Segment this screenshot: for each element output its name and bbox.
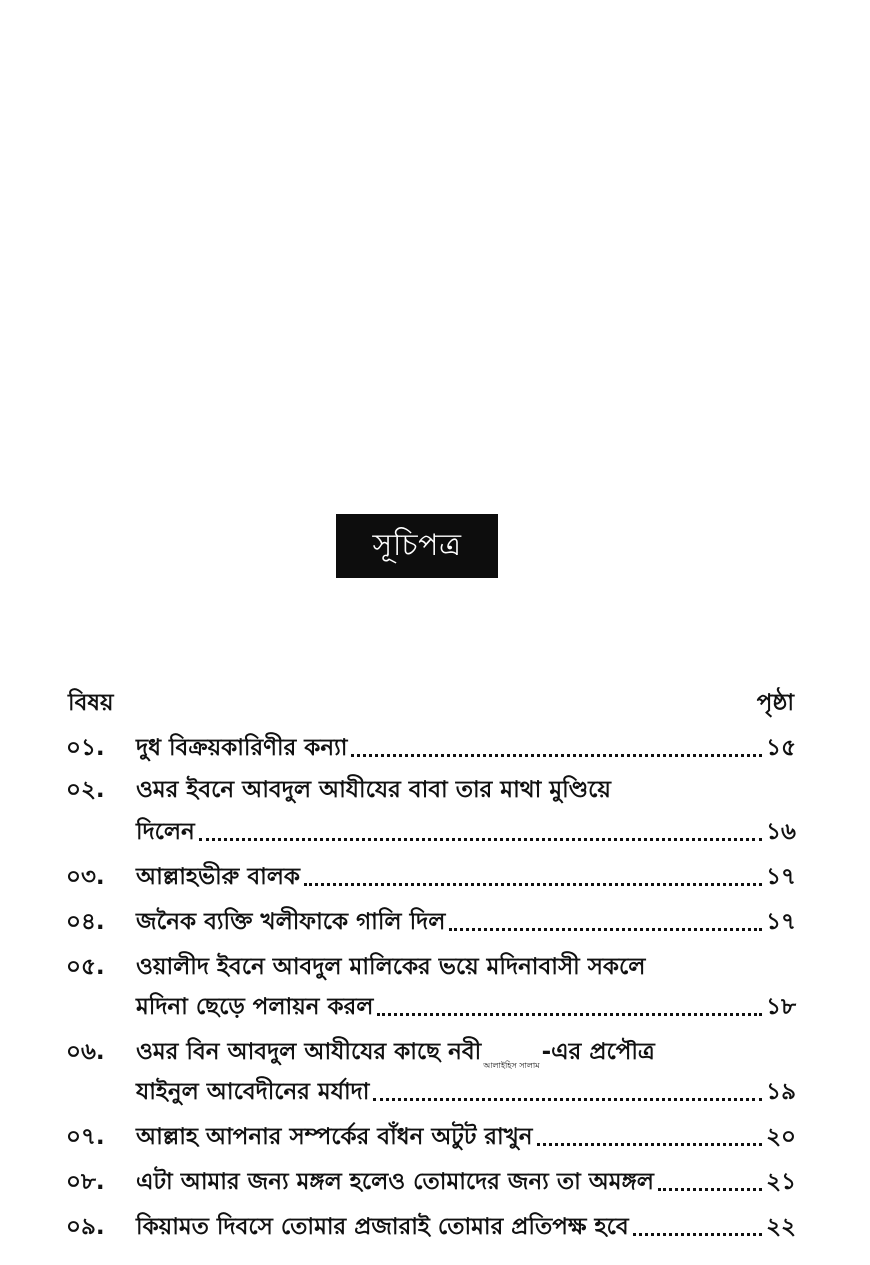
entry-title-continued: যাইনুল আবেদীনের মর্যাদা <box>136 1079 370 1105</box>
toc-entry[interactable] <box>66 949 796 1025</box>
entry-page-number: ২১ <box>766 1169 796 1195</box>
dot-leader <box>658 1188 762 1191</box>
toc-entry[interactable] <box>66 730 796 766</box>
entry-title: আল্লাহ আপনার সম্পর্কের বাঁধন অটুট রাখুন <box>136 1124 533 1150</box>
toc-entry[interactable] <box>66 1034 796 1110</box>
entry-number: ০১. <box>66 735 105 761</box>
toc-entry[interactable] <box>66 1164 796 1200</box>
entry-title-continued: মদিনা ছেড়ে পলায়ন করল <box>136 994 374 1020</box>
toc-entry[interactable] <box>66 772 796 850</box>
dot-leader <box>199 838 762 841</box>
toc-entry[interactable] <box>66 859 796 895</box>
entry-page-number: ২০ <box>766 1124 796 1150</box>
subject-column-header: বিষয় <box>68 690 114 716</box>
dot-leader <box>633 1233 762 1236</box>
dot-leader <box>377 1013 762 1016</box>
entry-number: ০২. <box>66 777 105 803</box>
entry-title: ওয়ালীদ ইবনে আবদুল মালিকের ভয়ে মদিনাবাসী সকলে <box>136 954 646 980</box>
dot-leader <box>537 1143 763 1146</box>
honorific-mark: আলাইহিস সালাম <box>483 1061 540 1070</box>
entry-page-number: ১৮ <box>766 994 796 1020</box>
entry-page-number: ১৭ <box>766 909 796 935</box>
entry-title: জনৈক ব্যক্তি খলীফাকে গালি দিল <box>136 909 446 935</box>
table-of-contents <box>66 730 796 1245</box>
entry-page-number: ১৯ <box>766 1079 796 1105</box>
toc-entry[interactable] <box>66 1119 796 1155</box>
title-banner <box>336 514 498 578</box>
entry-title: ওমর ইবনে আবদুল আযীযের বাবা তার মাথা মুণ্ডিয়ে <box>136 777 611 803</box>
entry-title-continued: দিলেন <box>136 819 195 845</box>
page-column-header: পৃষ্ঠা <box>756 690 794 716</box>
entry-title: ওমর বিন আবদুল আযীযের কাছে নবী <box>136 1039 482 1065</box>
toc-entry[interactable] <box>66 1209 796 1245</box>
entry-number: ০৭. <box>66 1124 105 1150</box>
dot-leader <box>351 754 762 757</box>
entry-page-number: ২২ <box>766 1214 796 1240</box>
entry-number: ০৮. <box>66 1169 105 1195</box>
entry-number: ০৩. <box>66 864 105 890</box>
entry-title: দুধ বিক্রয়কারিণীর কন্যা <box>136 735 348 761</box>
entry-page-number: ১৬ <box>766 819 796 845</box>
entry-title-suffix: -এর প্রপৌত্র <box>541 1039 655 1065</box>
page-title: সূচিপত্র <box>372 527 462 563</box>
entry-title: আল্লাহভীরু বালক <box>136 864 301 890</box>
dot-leader <box>373 1098 762 1101</box>
entry-number: ০৫. <box>66 954 105 980</box>
entry-title: কিয়ামত দিবসে তোমার প্রজারাই তোমার প্রতিপক্ষ হবে <box>136 1214 629 1240</box>
entry-number: ০৬. <box>66 1039 105 1065</box>
entry-page-number: ১৭ <box>766 864 796 890</box>
entry-title: এটা আমার জন্য মঙ্গল হলেও তোমাদের জন্য তা অমঙ্গল <box>136 1169 654 1195</box>
entry-page-number: ১৫ <box>766 735 796 761</box>
entry-number: ০৯. <box>66 1214 105 1240</box>
entry-number: ০৪. <box>66 909 105 935</box>
toc-entry[interactable] <box>66 904 796 940</box>
dot-leader <box>304 883 762 886</box>
dot-leader <box>449 928 762 931</box>
